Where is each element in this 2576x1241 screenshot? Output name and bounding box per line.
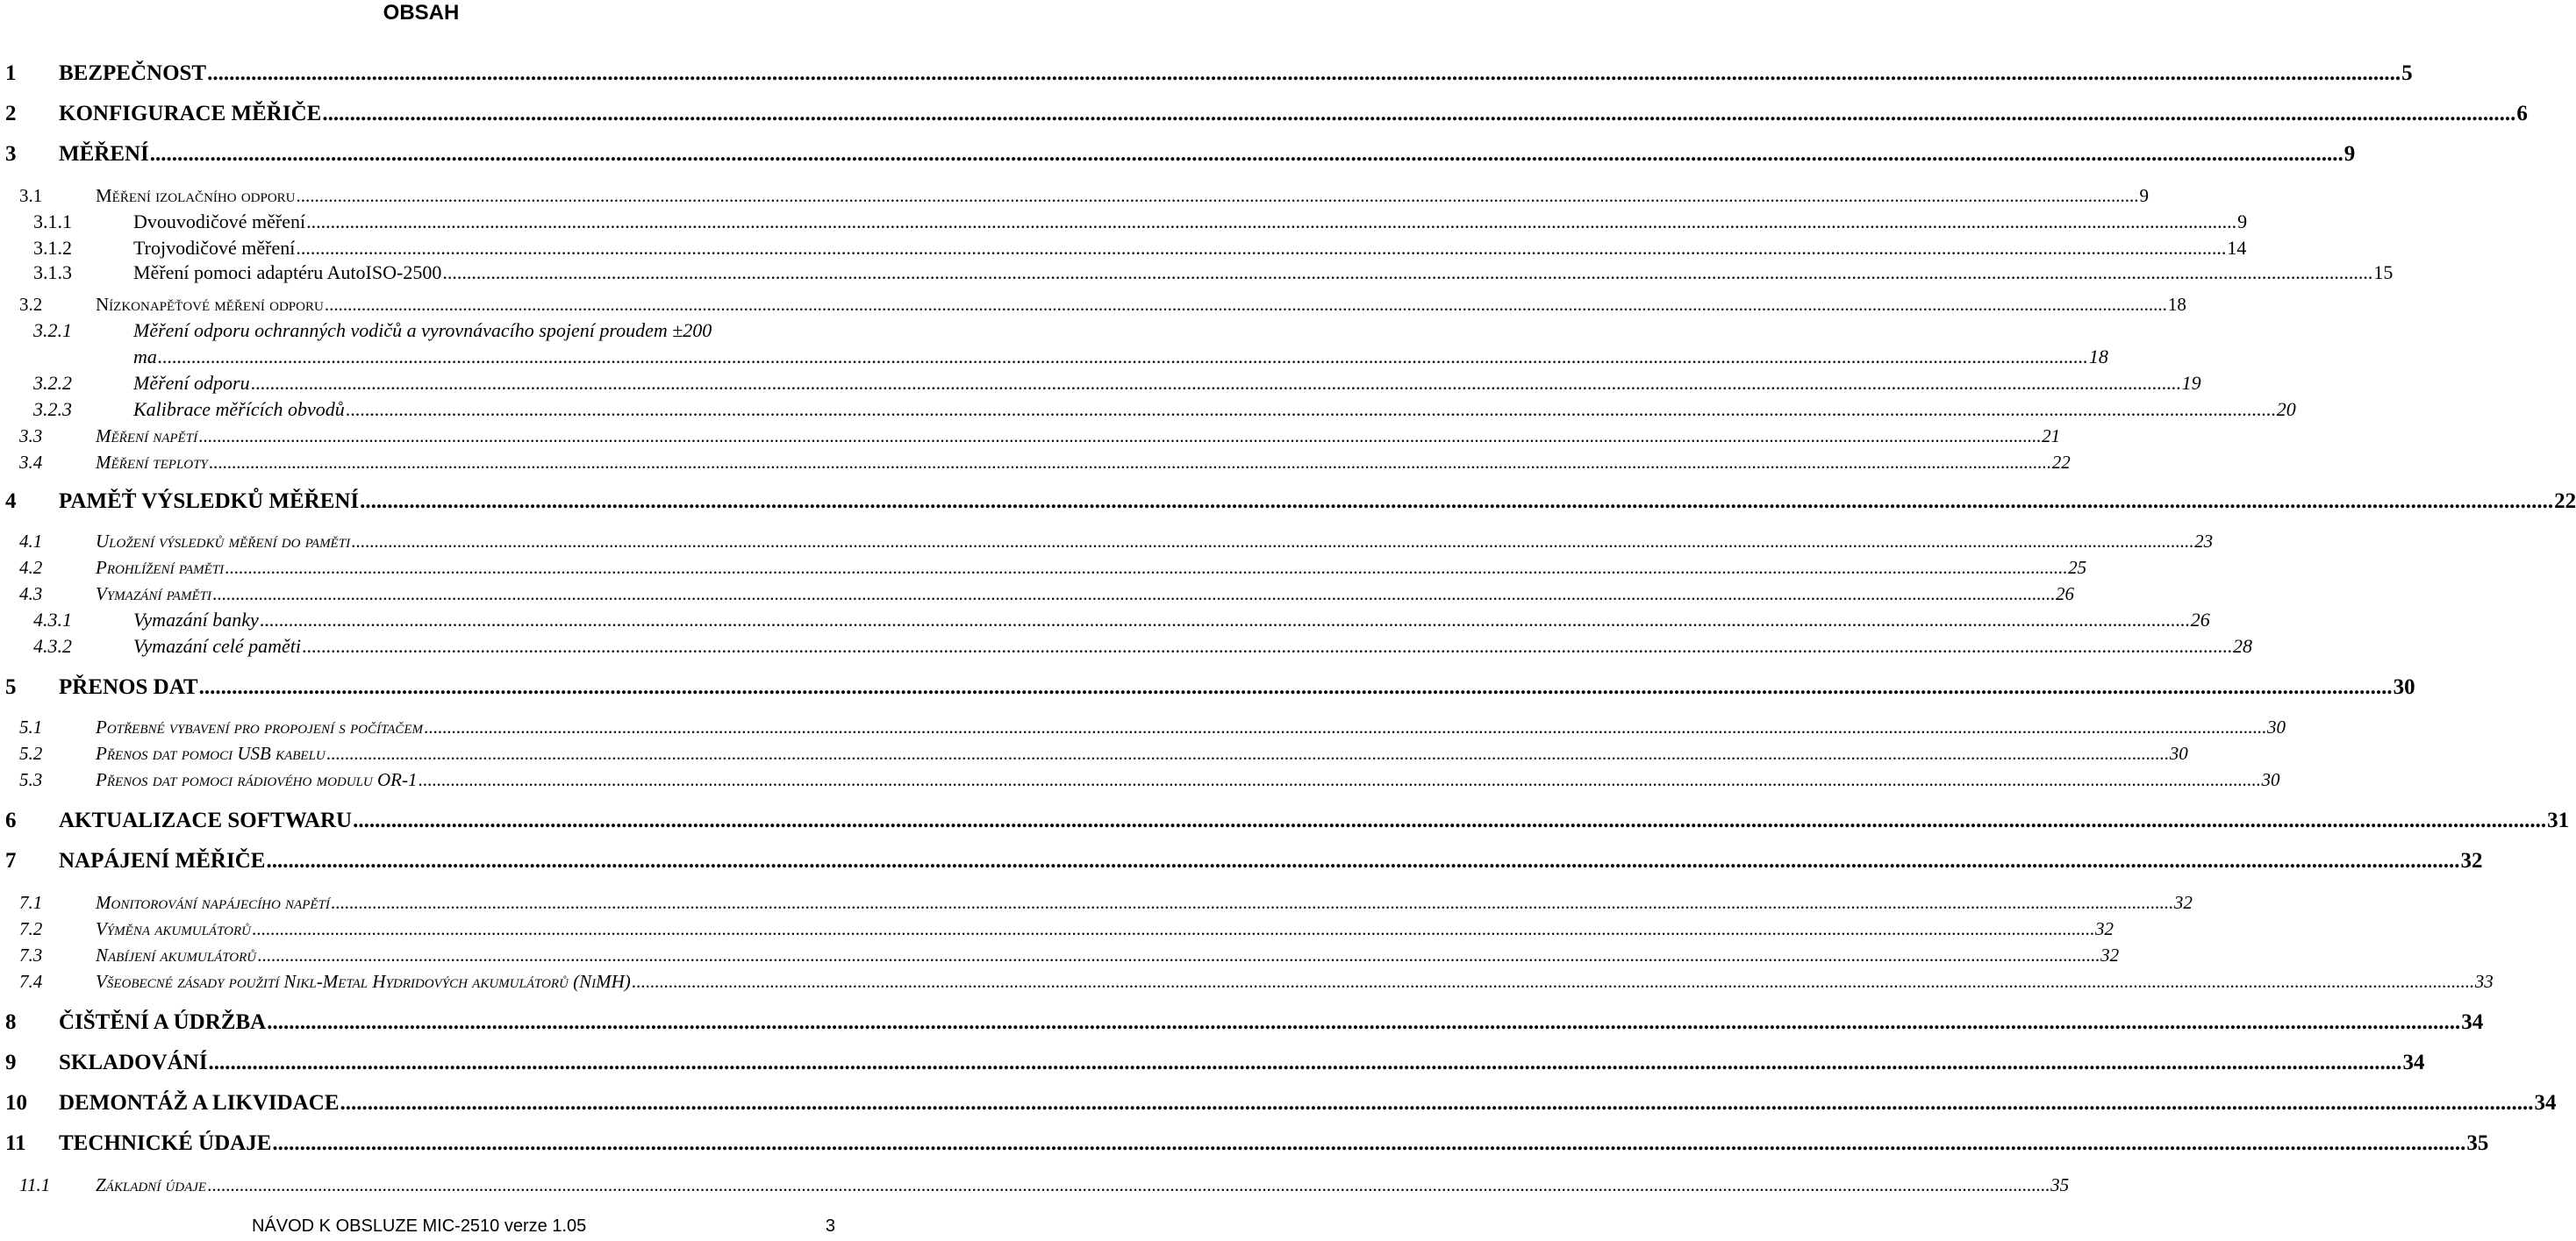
toc-entry-number: 5.3 bbox=[19, 769, 43, 790]
toc-entry[interactable] bbox=[0, 886, 2193, 913]
toc-entry-page: 9 bbox=[2237, 210, 2248, 232]
toc-entry-title: Potřebné vybavení pro propojení s počítačem bbox=[96, 717, 423, 738]
toc-leader-dots: ................................................................................................................................................................................................................................................................................................................................................................................................................ bbox=[267, 1010, 2461, 1034]
toc-entry-page: 30 bbox=[2393, 675, 2415, 699]
toc-leader-dots: ................................................................................................................................................................................................................................................................................................................................................................................................................ bbox=[257, 945, 2100, 966]
toc-leader-dots: ................................................................................................................................................................................................................................................................................................................................................................................................................ bbox=[251, 918, 2094, 939]
toc-entry-title: Vymazání banky bbox=[133, 609, 259, 631]
toc-entry-number: 3.2.2 bbox=[33, 372, 72, 394]
toc-leader-dots: ................................................................................................................................................................................................................................................................................................................................................................................................................ bbox=[631, 971, 2474, 992]
toc-entry-title: Základní údaje bbox=[96, 1174, 207, 1195]
toc-entry-number: 3.1.2 bbox=[33, 237, 72, 259]
toc-entry-page: 18 bbox=[2088, 346, 2108, 367]
toc-entry-number: 4.2 bbox=[19, 557, 43, 578]
toc-entry-title: Vymazání celé paměti bbox=[133, 635, 302, 657]
toc-entry-number: 4.3.1 bbox=[33, 609, 72, 631]
toc-entry[interactable] bbox=[0, 1007, 2484, 1034]
toc-entry-number: 4.1 bbox=[19, 531, 43, 552]
toc-leader-dots: ................................................................................................................................................................................................................................................................................................................................................................................................................ bbox=[360, 489, 2554, 513]
toc-entry-page: 25 bbox=[2068, 557, 2087, 578]
toc-entry-title: AKTUALIZACE SOFTWARU bbox=[59, 809, 353, 832]
toc-entry-title: Měření napětí bbox=[96, 425, 198, 446]
toc-entry-number: 6 bbox=[5, 809, 17, 832]
toc-entry-title: Monitorování napájecího napětí bbox=[96, 892, 330, 913]
toc-entry-title: Měření odporu bbox=[133, 372, 250, 394]
toc-entry-page: 15 bbox=[2373, 261, 2394, 283]
toc-entry-title: Výměna akumulátorů bbox=[96, 918, 251, 939]
toc-entry-title: ma bbox=[133, 346, 157, 367]
toc-entry[interactable] bbox=[0, 232, 2247, 259]
toc-entry-page: 30 bbox=[2267, 717, 2286, 738]
toc-entry[interactable] bbox=[0, 524, 2214, 552]
toc-entry-number: 4.3.2 bbox=[33, 635, 72, 657]
toc-entry-title: Měření odporu ochranných vodičů a vyrovnávacího spojení proudem ±200 bbox=[133, 319, 712, 341]
toc-entry-title: TECHNICKÉ ÚDAJE bbox=[59, 1131, 272, 1155]
toc-entry-number: 9 bbox=[5, 1051, 17, 1074]
footer-page-number: 3 bbox=[825, 1216, 835, 1236]
toc-leader-dots: ................................................................................................................................................................................................................................................................................................................................................................................................................ bbox=[198, 425, 2042, 446]
toc-entry-page: 26 bbox=[2190, 609, 2210, 631]
toc-entry-page: 22 bbox=[2554, 489, 2576, 513]
toc-leader-dots: ................................................................................................................................................................................................................................................................................................................................................................................................................ bbox=[345, 398, 2276, 420]
toc-entry-page: 32 bbox=[2173, 892, 2193, 913]
toc-entry[interactable] bbox=[0, 314, 839, 340]
toc-entry[interactable] bbox=[0, 179, 2149, 206]
toc-entry-title: Nízkonapěťové měření odporu bbox=[96, 294, 324, 315]
toc-entry-number: 3.1.3 bbox=[33, 261, 72, 283]
toc-entry-page: 35 bbox=[2050, 1174, 2070, 1195]
toc-entry[interactable] bbox=[0, 98, 2528, 125]
toc-leader-dots: ................................................................................................................................................................................................................................................................................................................................................................................................................ bbox=[149, 142, 2343, 166]
toc-leader-dots: ................................................................................................................................................................................................................................................................................................................................................................................................................ bbox=[330, 892, 2173, 913]
toc-leader-dots: ................................................................................................................................................................................................................................................................................................................................................................................................................ bbox=[324, 294, 2167, 315]
toc-entry-page: 33 bbox=[2474, 971, 2494, 992]
toc-leader-dots: ................................................................................................................................................................................................................................................................................................................................................................................................................ bbox=[259, 609, 2190, 631]
toc-entry-page: 28 bbox=[2233, 635, 2253, 657]
toc-entry[interactable] bbox=[0, 256, 2394, 283]
toc-entry[interactable] bbox=[0, 630, 2253, 657]
toc-entry[interactable] bbox=[0, 446, 2071, 473]
toc-entry-page: 19 bbox=[2181, 372, 2201, 394]
toc-entry-number: 8 bbox=[5, 1010, 17, 1034]
toc-entry-number: 4 bbox=[5, 489, 17, 513]
toc-entry-number: 3.3 bbox=[19, 425, 43, 446]
toc-entry-title: KONFIGURACE MĚŘIČE bbox=[59, 102, 322, 125]
toc-entry-number: 3.2.1 bbox=[33, 319, 72, 341]
toc-leader-dots: ................................................................................................................................................................................................................................................................................................................................................................................................................ bbox=[326, 743, 2169, 764]
toc-leader-dots: ................................................................................................................................................................................................................................................................................................................................................................................................................ bbox=[302, 635, 2233, 657]
toc-entry-page: 31 bbox=[2547, 809, 2570, 832]
toc-leader-dots: ................................................................................................................................................................................................................................................................................................................................................................................................................ bbox=[211, 583, 2055, 604]
toc-leader-dots: ................................................................................................................................................................................................................................................................................................................................................................................................................ bbox=[207, 1174, 2050, 1195]
toc-entry-page: 22 bbox=[2051, 452, 2071, 473]
toc-entry-page: 18 bbox=[2167, 294, 2186, 315]
toc-entry-page: 14 bbox=[2227, 237, 2247, 259]
toc-leader-dots: ................................................................................................................................................................................................................................................................................................................................................................................................................ bbox=[208, 1051, 2402, 1074]
toc-entry-number: 3 bbox=[5, 142, 17, 166]
toc-entry[interactable] bbox=[0, 965, 2494, 992]
toc-entry[interactable] bbox=[0, 672, 2415, 699]
toc-entry-title: Dvouvodičové měření bbox=[133, 210, 306, 232]
toc-entry-number: 3.1.1 bbox=[33, 210, 72, 232]
toc-entry-title: Přenos dat pomoci rádiového modulu OR-1 bbox=[96, 769, 418, 790]
page-footer bbox=[0, 1213, 842, 1241]
toc-entry-page: 9 bbox=[2343, 142, 2356, 166]
toc-entry-page: 26 bbox=[2055, 583, 2074, 604]
footer-document-title: NÁVOD K OBSLUZE MIC-2510 verze 1.05 bbox=[252, 1216, 587, 1236]
toc-entry-page: 35 bbox=[2466, 1131, 2489, 1155]
toc-entry-page: 34 bbox=[2534, 1091, 2557, 1115]
toc-entry-page: 23 bbox=[2194, 531, 2214, 552]
toc-entry[interactable] bbox=[0, 737, 2188, 764]
toc-entry-number: 7 bbox=[5, 849, 17, 873]
toc-entry[interactable] bbox=[0, 603, 2210, 631]
toc-entry-title: MĚŘENÍ bbox=[59, 142, 149, 166]
toc-entry[interactable] bbox=[0, 845, 2483, 873]
toc-entry-number: 3.2.3 bbox=[33, 398, 72, 420]
toc-entry-page: 34 bbox=[2461, 1010, 2484, 1034]
toc-entry[interactable] bbox=[0, 340, 2108, 367]
toc-leader-dots: ................................................................................................................................................................................................................................................................................................................................................................................................................ bbox=[266, 849, 2460, 873]
toc-entry-number: 5 bbox=[5, 675, 17, 699]
toc-entry-title: Měření pomoci adaptéru AutoISO-2500 bbox=[133, 261, 442, 283]
toc-leader-dots: ................................................................................................................................................................................................................................................................................................................................................................................................................ bbox=[207, 61, 2401, 85]
toc-entry-title: Vymazání paměti bbox=[96, 583, 211, 604]
toc-entry-page: 6 bbox=[2516, 102, 2528, 125]
toc-entry-title: PŘENOS DAT bbox=[59, 675, 198, 699]
toc-entry-page: 20 bbox=[2276, 398, 2296, 420]
toc-leader-dots: ................................................................................................................................................................................................................................................................................................................................................................................................................ bbox=[157, 346, 2088, 367]
toc-entry-number: 3.1 bbox=[19, 185, 43, 206]
toc-entry-title: Trojvodičové měření bbox=[133, 237, 296, 259]
toc-entry[interactable] bbox=[0, 205, 2248, 232]
toc-entry[interactable] bbox=[0, 551, 2087, 578]
toc-entry-number: 7.1 bbox=[19, 892, 43, 913]
toc-entry-number: 7.3 bbox=[19, 945, 43, 966]
toc-entry-page: 21 bbox=[2042, 425, 2061, 446]
toc-entry-number: 1 bbox=[5, 61, 17, 85]
toc-entry-number: 3.2 bbox=[19, 294, 43, 315]
toc-entry[interactable] bbox=[0, 805, 2570, 832]
toc-leader-dots: ................................................................................................................................................................................................................................................................................................................................................................................................................ bbox=[272, 1131, 2466, 1155]
toc-entry-page: 32 bbox=[2460, 849, 2483, 873]
toc-leader-dots: ................................................................................................................................................................................................................................................................................................................................................................................................................ bbox=[418, 769, 2261, 790]
toc-entry-title: ČIŠTĚNÍ A ÚDRŽBA bbox=[59, 1010, 267, 1034]
toc-leader-dots: ................................................................................................................................................................................................................................................................................................................................................................................................................ bbox=[296, 237, 2227, 259]
toc-entry-page: 32 bbox=[2100, 945, 2120, 966]
toc-entry[interactable] bbox=[0, 938, 2120, 966]
toc-entry[interactable] bbox=[0, 577, 2074, 604]
toc-entry-page: 30 bbox=[2169, 743, 2188, 764]
toc-entry-number: 10 bbox=[5, 1091, 27, 1115]
toc-leader-dots: ................................................................................................................................................................................................................................................................................................................................................................................................................ bbox=[424, 717, 2266, 738]
toc-leader-dots: ................................................................................................................................................................................................................................................................................................................................................................................................................ bbox=[198, 675, 2393, 699]
toc-entry[interactable] bbox=[0, 58, 2413, 85]
toc-entry-page: 30 bbox=[2261, 769, 2280, 790]
toc-leader-dots: ................................................................................................................................................................................................................................................................................................................................................................................................................ bbox=[340, 1091, 2534, 1115]
toc-entry[interactable] bbox=[0, 486, 2576, 513]
toc-entry-number: 5.1 bbox=[19, 717, 43, 738]
toc-entry-title: SKLADOVÁNÍ bbox=[59, 1051, 208, 1074]
toc-entry-title: Měření teploty bbox=[96, 452, 208, 473]
toc-leader-dots: ................................................................................................................................................................................................................................................................................................................................................................................................................ bbox=[442, 261, 2373, 283]
toc-entry-title: Nabíjení akumulátorů bbox=[96, 945, 257, 966]
toc-entry-number: 11 bbox=[5, 1131, 26, 1155]
toc-entry[interactable] bbox=[0, 1088, 2557, 1115]
toc-entry[interactable] bbox=[0, 288, 2186, 315]
toc-entry[interactable] bbox=[0, 419, 2061, 446]
toc-entry-page: 9 bbox=[2139, 185, 2149, 206]
toc-entry-title: PAMĚŤ VÝSLEDKŮ MĚŘENÍ bbox=[59, 489, 360, 513]
toc-entry-number: 11.1 bbox=[19, 1174, 51, 1195]
toc-entry-title: DEMONTÁŽ A LIKVIDACE bbox=[59, 1091, 340, 1115]
toc-entry-number: 2 bbox=[5, 102, 17, 125]
toc-entry-title: Měření izolačního odporu bbox=[96, 185, 296, 206]
toc-leader-dots: ................................................................................................................................................................................................................................................................................................................................................................................................................ bbox=[353, 809, 2547, 832]
toc-entry[interactable] bbox=[0, 912, 2114, 939]
toc-entry-page: 5 bbox=[2401, 61, 2413, 85]
toc-entry[interactable] bbox=[0, 367, 2201, 394]
toc-leader-dots: ................................................................................................................................................................................................................................................................................................................................................................................................................ bbox=[351, 531, 2194, 552]
toc-entry-page: 32 bbox=[2094, 918, 2114, 939]
toc-entry-title: NAPÁJENÍ MĚŘIČE bbox=[59, 849, 266, 873]
toc-leader-dots: ................................................................................................................................................................................................................................................................................................................................................................................................................ bbox=[250, 372, 2181, 394]
toc-entry[interactable] bbox=[0, 139, 2356, 166]
toc-entry-title: Prohlížení paměti bbox=[96, 557, 225, 578]
toc-entry[interactable] bbox=[0, 1168, 2070, 1195]
toc-entry-title: Všeobecné zásady použití Nikl-Metal Hydridových akumulátorů (NiMH) bbox=[96, 971, 631, 992]
toc-entry-number: 4.3 bbox=[19, 583, 43, 604]
toc-entry-title: Přenos dat pomoci USB kabelu bbox=[96, 743, 326, 764]
toc-leader-dots: ................................................................................................................................................................................................................................................................................................................................................................................................................ bbox=[306, 210, 2237, 232]
toc-leader-dots: ................................................................................................................................................................................................................................................................................................................................................................................................................ bbox=[296, 185, 2139, 206]
toc-entry[interactable] bbox=[0, 1047, 2425, 1074]
toc-entry-number: 3.4 bbox=[19, 452, 43, 473]
toc-leader-dots: ................................................................................................................................................................................................................................................................................................................................................................................................................ bbox=[322, 102, 2516, 125]
toc-entry-number: 7.2 bbox=[19, 918, 43, 939]
toc-entry[interactable] bbox=[0, 763, 2280, 790]
toc-leader-dots: ................................................................................................................................................................................................................................................................................................................................................................................................................ bbox=[225, 557, 2068, 578]
toc-entry-page: 34 bbox=[2402, 1051, 2425, 1074]
toc-entry[interactable] bbox=[0, 393, 2296, 420]
toc-entry-title: BEZPEČNOST bbox=[59, 61, 207, 85]
page-title: OBSAH bbox=[383, 1, 460, 25]
toc-entry[interactable] bbox=[0, 1128, 2489, 1155]
toc-entry-number: 5.2 bbox=[19, 743, 43, 764]
toc-entry-number: 7.4 bbox=[19, 971, 43, 992]
toc-entry-title: Kalibrace měřících obvodů bbox=[133, 398, 345, 420]
toc-leader-dots: ................................................................................................................................................................................................................................................................................................................................................................................................................ bbox=[208, 452, 2051, 473]
toc-entry[interactable] bbox=[0, 710, 2286, 738]
toc-entry-title: Uložení výsledků měření do paměti bbox=[96, 531, 351, 552]
